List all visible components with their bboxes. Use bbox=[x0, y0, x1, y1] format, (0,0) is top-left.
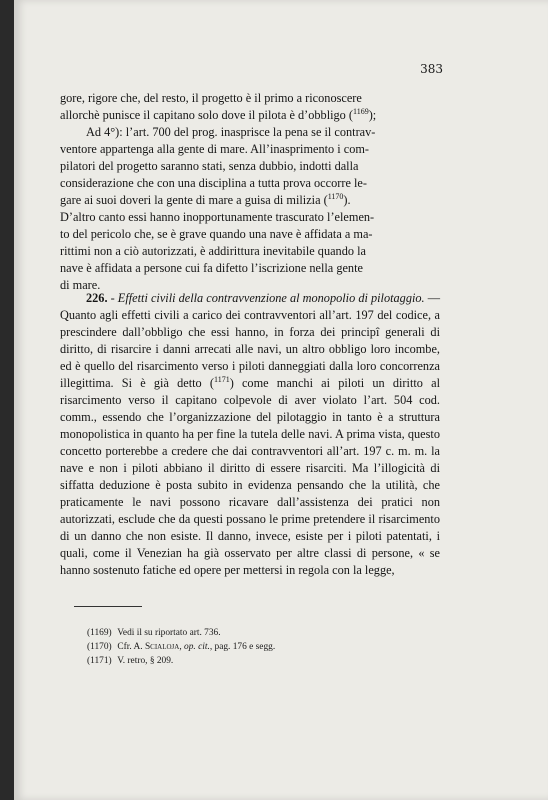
footnote-divider bbox=[74, 606, 142, 607]
footnote-text: V. retro, § 209. bbox=[117, 656, 174, 666]
footnote bbox=[87, 626, 407, 640]
text-line bbox=[60, 192, 440, 209]
text-line: D’altro canto essi hanno inopportunamente trascurato l’elemen- bbox=[60, 210, 375, 224]
text-line: rittimi non a ciò autorizzati, è addirittura inevitabile quando la bbox=[60, 244, 366, 258]
footnote-label: (1170) bbox=[87, 642, 112, 652]
text-line: pilatori del progetto saranno stati, senza dubbio, indotti dalla bbox=[60, 159, 359, 173]
text-fragment: gare ai suoi doveri la gente di mare a guisa di milizia ( bbox=[60, 193, 328, 207]
section-226 bbox=[60, 290, 440, 579]
text-line: ventore appartenga alla gente di mare. All’inasprimento i com- bbox=[60, 142, 370, 156]
section-body: ) come manchi ai piloti un diritto al risarcimento verso il capitano colpevole di aver violato l’art. 504 cod. comm., essendo che l’organizzazione del pilotaggio in tanto è a struttura monopolistica in quanto ha per fine la tutela delle navi. A prima vista, questo concetto porterebbe a credere che dai contravventori all’art. 197 c. m. m. la nave e non i piloti abbiano il diritto di essere risarciti. Ma l’illogicità di siffatta deduzione è posta subito in evidenza pensando che la utilità, che praticamente le navi possono ricavare dall’assistenza dei pratici non autorizzati, esclude che da questi possano le prime pretendere il risarcimento di un danno che non esiste. Il danno, invece, esiste per i piloti patentati, i quali, come il Venezian ha già osservato per altre classi di persone, « se hanno sostenuto fatiche ed opere per mettersi in regola con la legge, bbox=[60, 376, 440, 577]
text-fragment: allorchè punisce il capitano solo dove il pilota è d’obbligo ( bbox=[60, 108, 353, 122]
footnote-text: Vedi il su riportato art. 736. bbox=[117, 628, 221, 638]
footnote bbox=[87, 640, 407, 654]
text-fragment: ); bbox=[368, 108, 377, 122]
footnote-ref: 1171 bbox=[213, 374, 230, 384]
footnote-text: , pag. 176 e segg. bbox=[209, 642, 276, 652]
footnote bbox=[87, 654, 407, 668]
section-paragraph bbox=[60, 290, 440, 579]
footnote-label: (1169) bbox=[87, 628, 112, 638]
text-line: to del pericolo che, se è grave quando una nave è affidata a ma- bbox=[60, 227, 373, 241]
text-line: considerazione che con una disciplina a tutta prova occorre le- bbox=[60, 176, 367, 190]
dash: — bbox=[424, 291, 440, 305]
text-line: nave è affidata a persone cui fa difetto l’iscrizione nella gente bbox=[60, 261, 363, 275]
footnote-italic: op. cit. bbox=[184, 642, 210, 652]
text-line bbox=[60, 107, 440, 124]
paragraph-continuation bbox=[60, 90, 440, 294]
footnote-ref: 1169 bbox=[353, 106, 369, 116]
footnote-label: (1171) bbox=[87, 656, 112, 666]
section-number: 226. bbox=[86, 291, 108, 305]
footnote-author: Scialoja bbox=[144, 642, 180, 652]
footnote-ref: 1170 bbox=[327, 191, 344, 201]
footnote-text: Cfr. A. bbox=[117, 642, 145, 652]
text-line: gore, rigore che, del resto, il progetto è il primo a riconoscere bbox=[60, 91, 362, 105]
section-title: - Effetti civili della contravvenzione al monopolio di pilotaggio. bbox=[110, 291, 425, 305]
footnotes bbox=[87, 626, 407, 668]
section-body: Quanto agli effetti civili a carico dei contravventori all’art. 197 del codice, a prescindere dall’obbligo che essi hanno, in forza dei principî generali di diritto, di risarcire i danni arrecati alle navi, un altro obbligo loro incombe, ed è quello del risarcimento verso i piloti danneggiati dalla loro concorrenza illegittima. Si è già detto ( bbox=[60, 308, 440, 390]
page-number: 383 bbox=[420, 62, 443, 76]
text-fragment: ). bbox=[343, 193, 351, 207]
footnote-text: , bbox=[179, 642, 185, 652]
text-line: Ad 4°): l’art. 700 del prog. inasprisce la pena se il contrav- bbox=[86, 125, 376, 139]
text-line: di mare. bbox=[60, 278, 101, 292]
book-page bbox=[14, 0, 548, 800]
